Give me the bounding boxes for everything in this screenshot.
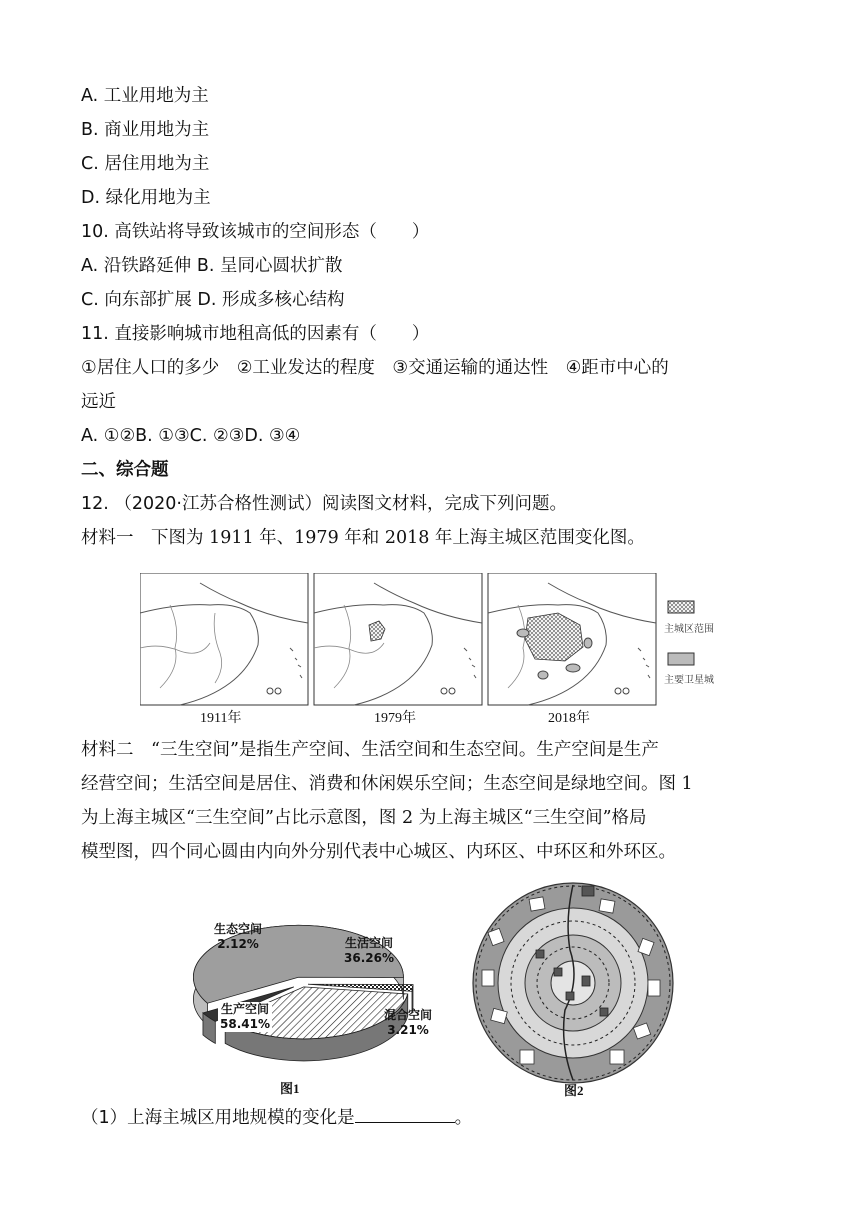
q10-stem: 10. 高铁站将导致该城市的空间形态（ ） [81, 222, 430, 242]
map-1979 [314, 573, 482, 705]
q11-stem: 11. 直接影响城市地租高低的因素有（ ） [81, 324, 430, 344]
pie-label-ecology: 生态空间 2.12% [214, 922, 263, 951]
figure1-caption: 图1 [280, 1081, 300, 1096]
maps-svg [140, 573, 730, 708]
q12-1-stem: （1）上海主城区用地规模的变化是 [81, 1108, 355, 1128]
q12-intro: 12. （2020·江苏合格性测试）阅读图文材料，完成下列问题。 [81, 494, 567, 514]
map-caption-2018: 2018年 [548, 711, 590, 726]
q9-option-a: A. 工业用地为主 [81, 86, 209, 106]
material2-line4: 模型图，四个同心圆由内向外分别代表中心城区、内环区、中环区和外环区。 [81, 842, 676, 862]
map-caption-1979: 1979年 [374, 711, 416, 726]
map-caption-1911: 1911年 [200, 711, 242, 726]
figure2-model [470, 880, 676, 1086]
pie-label-living: 生活空间 36.26% [344, 936, 394, 965]
pie-label-production: 生产空间 58.41% [220, 1002, 270, 1031]
legend-swatch-urban [668, 601, 694, 613]
q11-items-line1: ①居住人口的多少 ②工业发达的程度 ③交通运输的通达性 ④距市中心的 [81, 358, 669, 378]
material1-text: 材料一 下图为 1911 年、1979 年和 2018 年上海主城区范围变化图。 [81, 528, 645, 548]
q9-option-c: C. 居住用地为主 [81, 154, 210, 174]
material2-line3: 为上海主城区“三生空间”占比示意图，图 2 为上海主城区“三生空间”格局 [81, 808, 647, 828]
q12-1-end: 。 [454, 1108, 473, 1128]
material2-line2: 经营空间；生活空间是居住、消费和休闲娱乐空间；生态空间是绿地空间。图 1 [81, 774, 693, 794]
map-1911 [140, 573, 308, 705]
q12-1-line [81, 1104, 472, 1130]
q11-items-line2: 远近 [81, 392, 116, 412]
q10-options-ab: A. 沿铁路延伸 B. 呈同心圆状扩散 [81, 256, 343, 276]
legend-swatch-satellite [668, 653, 694, 665]
answer-blank[interactable] [355, 1104, 455, 1123]
map-2018 [488, 573, 656, 705]
figure2-caption: 图2 [564, 1083, 584, 1098]
material2-line1: 材料二 “三生空间”是指生产空间、生活空间和生态空间。生产空间是生产 [81, 740, 659, 760]
q9-option-d: D. 绿化用地为主 [81, 188, 211, 208]
pie-label-mixed: 混合空间 3.21% [384, 1008, 433, 1037]
shanghai-maps-figure [140, 573, 730, 726]
q10-options-cd: C. 向东部扩展 D. 形成多核心结构 [81, 290, 345, 310]
figure1-pie-chart [182, 912, 462, 1102]
model-svg [470, 880, 676, 1086]
q9-option-b: B. 商业用地为主 [81, 120, 210, 140]
section-title: 二、综合题 [81, 460, 169, 480]
legend-label-urban: 主城区范围 [664, 624, 714, 635]
q11-options: A. ①②B. ①③C. ②③D. ③④ [81, 426, 301, 446]
legend-label-satellite: 主要卫星城 [664, 675, 714, 686]
